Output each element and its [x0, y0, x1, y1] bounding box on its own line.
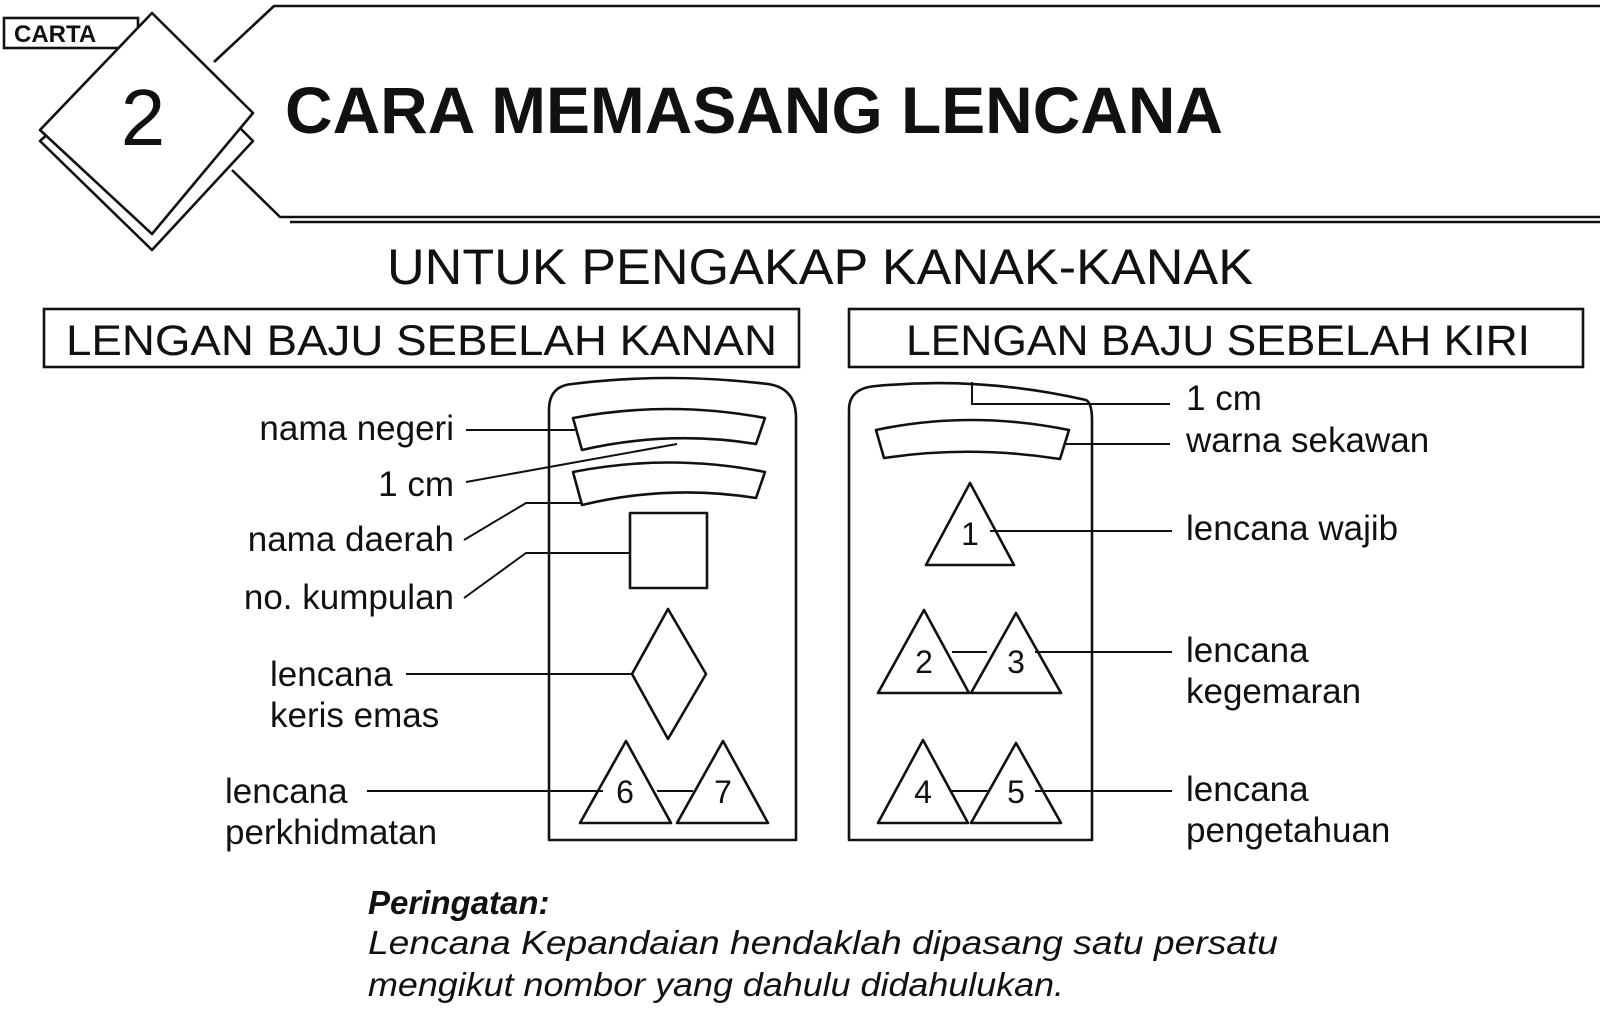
- label-nama-negeri: nama negeri: [259, 409, 454, 448]
- left-sleeve-heading: LENGAN BAJU SEBELAH KIRI: [906, 317, 1530, 365]
- title-banner-top: [214, 6, 1600, 62]
- six-colour-strip: [876, 420, 1069, 459]
- note-line-2: mengikut nombor yang dahulu didahulukan.: [368, 966, 1064, 1003]
- badge-5-number: 5: [1007, 774, 1025, 810]
- badge-1-number: 1: [961, 516, 979, 552]
- state-name-strip: [573, 409, 765, 450]
- label-perkhidmatan-line1: lencana: [225, 772, 348, 811]
- badge-4-number: 4: [914, 774, 932, 810]
- label-nama-daerah: nama daerah: [247, 520, 454, 559]
- label-lencana-wajib: lencana wajib: [1186, 509, 1399, 548]
- label-no-kumpulan: no. kumpulan: [243, 578, 454, 617]
- right-sleeve-heading: LENGAN BAJU SEBELAH KANAN: [66, 317, 777, 365]
- label-pengetahuan-line1: lencana: [1186, 770, 1309, 809]
- badge-7-number: 7: [714, 774, 732, 810]
- note-title: Peringatan:: [368, 884, 550, 921]
- left-sleeve-diagram: [849, 379, 1429, 850]
- badge-3-number: 3: [1007, 644, 1025, 680]
- badge-6-number: 6: [616, 774, 634, 810]
- label-warna-sekawan: warna sekawan: [1186, 421, 1430, 460]
- label-keris-emas-line1: lencana: [270, 655, 393, 694]
- left-sleeve-heading-box: [849, 309, 1583, 367]
- badge-2-number: 2: [915, 644, 933, 680]
- title-banner-bottom: [232, 170, 1600, 217]
- label-spacing-right: 1 cm: [378, 465, 454, 504]
- carta-tag: CARTA: [14, 21, 97, 48]
- label-keris-emas-line2: keris emas: [270, 696, 440, 735]
- group-number-square: [630, 513, 707, 588]
- keris-emas-diamond: [632, 609, 706, 739]
- label-pengetahuan-line2: pengetahuan: [1186, 811, 1391, 850]
- nama-daerah-leader: [464, 503, 582, 540]
- right-sleeve-heading-box: [44, 309, 799, 367]
- no-kumpulan-leader: [464, 553, 630, 598]
- note-block: [368, 884, 1278, 1003]
- label-kegemaran-line2: kegemaran: [1186, 672, 1362, 711]
- note-line-1: Lencana Kepandaian hendaklah dipasang satu persatu: [368, 924, 1278, 961]
- right-sleeve-diagram: [225, 378, 796, 852]
- label-perkhidmatan-line2: perkhidmatan: [225, 813, 438, 852]
- chart-number: 2: [120, 73, 166, 162]
- district-name-strip: [573, 463, 765, 506]
- chart-subtitle: UNTUK PENGAKAP KANAK-KANAK: [387, 239, 1253, 295]
- label-spacing-left: 1 cm: [1186, 379, 1262, 418]
- chart-title: CARA MEMASANG LENCANA: [285, 73, 1223, 147]
- chart-header: [4, 6, 1600, 250]
- right-sleeve-outline: [549, 378, 796, 840]
- label-kegemaran-line1: lencana: [1186, 631, 1309, 670]
